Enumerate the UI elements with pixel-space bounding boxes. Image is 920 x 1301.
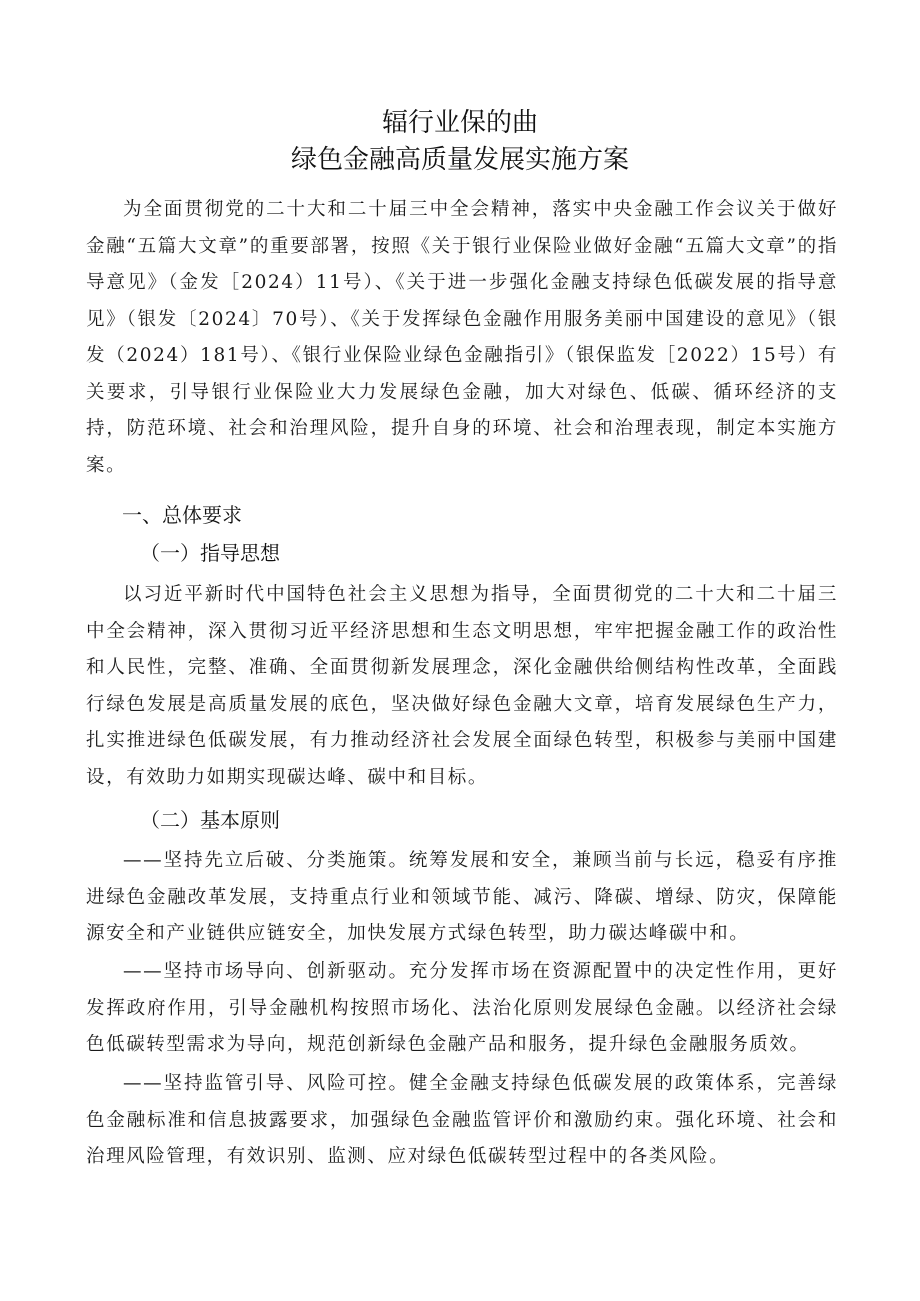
- principle-paragraph: ——坚持先立后破、分类施策。统筹发展和安全，兼顾当前与长远，稳妥有序推进绿色金融改革发展，支持重点行业和领域节能、减污、降碳、增绿、防灾，保障能源安全和产业链供应链安全，加快发展方式绿色转型，助力碳达峰碳中和。: [86, 850, 838, 944]
- subsection-heading-guiding-ideology: （一）指导思想: [140, 541, 280, 565]
- intro-paragraph: 为全面贯彻党的二十大和二十届三中全会精神，落实中央金融工作会议关于做好金融“五篇大文章”的重要部署，按照《关于银行业保险业做好金融“五篇大文章”的指导意见》（金发［2024）11号）、《关于进一步强化金融支持绿色低碳发展的指导意见》（银发〔2024〕70号）、《关于发挥绿色金融作用服务美丽中国建设的意见》（银发（2024）181号）、《银行业保险业绿色金融指引》（银保监发［2022）15号）有关要求，引导银行业保险业大力发展绿色金融，加大对绿色、低碳、循环经济的支持，防范环境、社会和治理风险，提升自身的环境、社会和治理表现，制定本实施方案。: [86, 199, 838, 476]
- document-title-line-1: 辐行业保的曲: [381, 108, 538, 138]
- principle-paragraph: ——坚持监管引导、风险可控。健全金融支持绿色低碳发展的政策体系，完善绿色金融标准和信息披露要求，加强绿色金融监管评价和激励约束。强化环境、社会和治理风险管理，有效识别、监测、应对绿色低碳转型过程中的各类风险。: [86, 1073, 838, 1167]
- principle-paragraph: ——坚持市场导向、创新驱动。充分发挥市场在资源配置中的决定性作用，更好发挥政府作用，引导金融机构按照市场化、法治化原则发展绿色金融。以经济社会绿色低碳转型需求为导向，规范创新绿色金融产品和服务，提升绿色金融服务质效。: [86, 961, 838, 1055]
- guiding-ideology-paragraph: 以习近平新时代中国特色社会主义思想为指导，全面贯彻党的二十大和二十届三中全会精神，深入贯彻习近平经济思想和生态文明思想，牢牢把握金融工作的政治性和人民性，完整、准确、全面贯彻新发展理念，深化金融供给侧结构性改革，全面践行绿色发展是高质量发展的底色，坚决做好绿色金融大文章，培育发展绿色生产力，扎实推进绿色低碳发展，有力推动经济社会发展全面绿色转型，积极参与美丽中国建设，有效助力如期实现碳达峰、碳中和目标。: [86, 584, 838, 788]
- document-title-line-2: 绿色金融高质量发展实施方案: [290, 145, 629, 175]
- section-heading-general-requirements: 一、总体要求: [122, 503, 242, 527]
- subsection-heading-basic-principles: （二）基本原则: [140, 808, 280, 832]
